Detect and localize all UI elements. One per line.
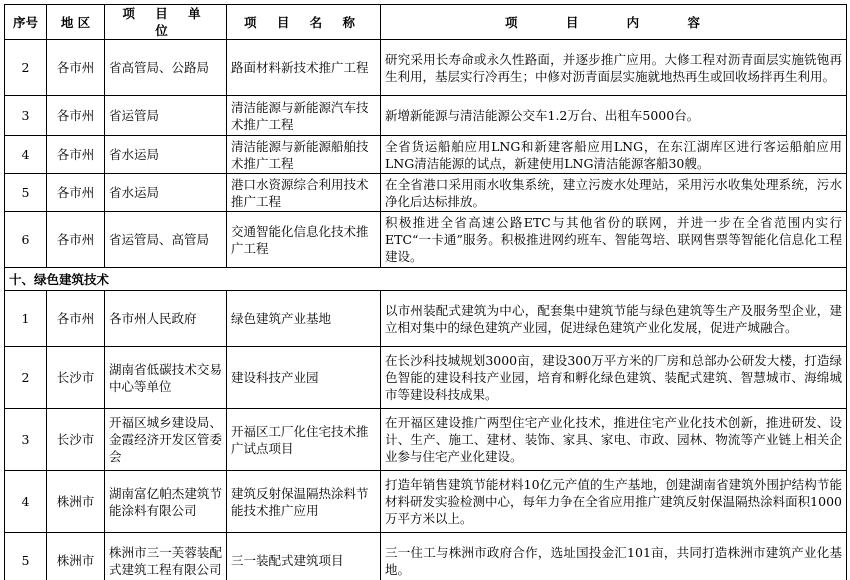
cell-unit: 各市州人民政府: [105, 291, 227, 347]
cell-seq: 1: [5, 291, 47, 347]
cell-region: 各市州: [47, 136, 105, 174]
cell-name: 建设科技产业园: [227, 347, 381, 409]
cell-content: 在长沙科技城规划3000亩，建设300万平方米的厂房和总部办公研发大楼，打造绿色智能的建设科技产业园，培育和孵化绿色建筑、装配式建筑、智慧城市、海绵城市等建设科技成果。: [381, 347, 847, 409]
cell-unit: 湖南省低碳技术交易中心等单位: [105, 347, 227, 409]
cell-content: 新增新能源与清洁能源公交车1.2万台、出租车5000台。: [381, 96, 847, 136]
cell-region: 各市州: [47, 40, 105, 96]
table-row: [5, 291, 847, 347]
table-row: [5, 136, 847, 174]
cell-name: 清洁能源与新能源汽车技术推广工程: [227, 96, 381, 136]
cell-name: 交通智能化信息化技术推广工程: [227, 212, 381, 268]
cell-name: 开福区工厂化住宅技术推广试点项目: [227, 409, 381, 471]
table-row: [5, 533, 847, 580]
header-seq: 序号: [5, 5, 47, 40]
table-header-row: [5, 5, 847, 40]
table-row: [5, 212, 847, 268]
section-title: 十、绿色建筑技术: [5, 268, 847, 291]
cell-unit: 省运管局: [105, 96, 227, 136]
table-row: [5, 409, 847, 471]
cell-unit: 湖南富亿帕杰建筑节能涂料有限公司: [105, 471, 227, 533]
cell-unit: 株洲市三一芙蓉装配式建筑工程有限公司: [105, 533, 227, 580]
project-table: [4, 4, 847, 580]
cell-region: 长沙市: [47, 347, 105, 409]
cell-name: 清洁能源与新能源船舶技术推广工程: [227, 136, 381, 174]
header-unit: 项 目 单 位: [105, 5, 227, 40]
cell-region: 长沙市: [47, 409, 105, 471]
table-row: [5, 174, 847, 212]
header-region: 地 区: [47, 5, 105, 40]
cell-region: 各市州: [47, 212, 105, 268]
cell-region: 株洲市: [47, 471, 105, 533]
table-row: [5, 96, 847, 136]
cell-seq: 2: [5, 347, 47, 409]
section-row: [5, 268, 847, 291]
cell-seq: 6: [5, 212, 47, 268]
table-row: [5, 40, 847, 96]
cell-unit: 省高管局、公路局: [105, 40, 227, 96]
cell-region: 各市州: [47, 96, 105, 136]
cell-unit: 省运管局、高管局: [105, 212, 227, 268]
cell-seq: 5: [5, 174, 47, 212]
header-content: 项 目 内 容: [381, 5, 847, 40]
cell-content: 三一住工与株洲市政府合作，选址国投金汇101亩，共同打造株洲市建筑产业化基地。: [381, 533, 847, 580]
cell-name: 绿色建筑产业基地: [227, 291, 381, 347]
cell-seq: 3: [5, 96, 47, 136]
cell-seq: 4: [5, 471, 47, 533]
cell-seq: 4: [5, 136, 47, 174]
cell-content: 以市州装配式建筑为中心，配套集中建筑节能与绿色建筑等生产及服务型企业，建立相对集中的绿色建筑产业园，促进绿色建筑产业化发展，促进产城融合。: [381, 291, 847, 347]
cell-name: 路面材料新技术推广工程: [227, 40, 381, 96]
cell-unit: 省水运局: [105, 174, 227, 212]
cell-seq: 2: [5, 40, 47, 96]
cell-content: 在开福区建设推广两型住宅产业化技术，推进住宅产业化技术创新，推进研发、设计、生产、施工、建材、装饰、家具、家电、市政、园林、物流等产业链上相关企业参与住宅产业化建设。: [381, 409, 847, 471]
cell-seq: 3: [5, 409, 47, 471]
table-row: [5, 471, 847, 533]
header-name: 项 目 名 称: [227, 5, 381, 40]
cell-content: 积极推进全省高速公路ETC与其他省份的联网，并进一步在全省范围内实行ETC“一卡通”服务。积极推进网约班车、智能驾培、联网售票等智能化信息化工程建设。: [381, 212, 847, 268]
cell-unit: 开福区城乡建设局、金霞经济开发区管委会: [105, 409, 227, 471]
cell-seq: 5: [5, 533, 47, 580]
cell-region: 各市州: [47, 174, 105, 212]
cell-content: 在全省港口采用雨水收集系统，建立污废水处理站，采用污水收集处理系统，污水净化后达标排放。: [381, 174, 847, 212]
cell-name: 三一装配式建筑项目: [227, 533, 381, 580]
cell-region: 各市州: [47, 291, 105, 347]
cell-region: 株洲市: [47, 533, 105, 580]
cell-name: 建筑反射保温隔热涂料节能技术推广应用: [227, 471, 381, 533]
table-row: [5, 347, 847, 409]
cell-content: 打造年销售建筑节能材料10亿元产值的生产基地，创建湖南省建筑外围护结构节能材料研发实验检测中心，每年力争在全省应用推广建筑反射保温隔热涂料面积1000万平方米以上。: [381, 471, 847, 533]
cell-unit: 省水运局: [105, 136, 227, 174]
cell-content: 研究采用长寿命或永久性路面，并逐步推广应用。大修工程对沥青面层实施铣铇再生利用，基层实行冷再生；中修对沥青面层实施就地热再生或回收场拌再生利用。: [381, 40, 847, 96]
cell-content: 全省货运船舶应用LNG和新建客船应用LNG，在东江湖库区进行客运船舶应用LNG清洁能源的试点，新建使用LNG清洁能源客船30艘。: [381, 136, 847, 174]
cell-name: 港口水资源综合利用技术推广工程: [227, 174, 381, 212]
